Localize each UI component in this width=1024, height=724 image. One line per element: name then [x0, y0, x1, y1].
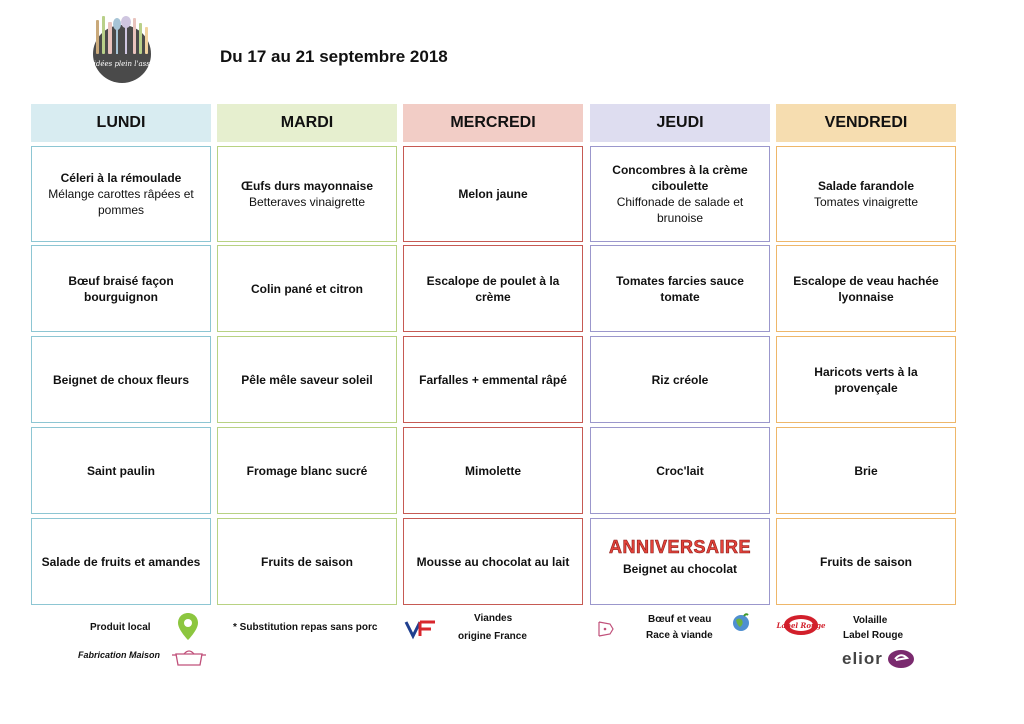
menu-cell: [217, 146, 397, 242]
dish-name: Bœuf braisé façon bourguignon: [68, 273, 174, 304]
menu-cell: [590, 146, 770, 242]
day-column-vendredi: [776, 104, 956, 569]
elior-logo-text: elior: [842, 649, 883, 668]
dish-alt: Tomates vinaigrette: [813, 195, 919, 209]
dish-name: Pêle mêle saveur soleil: [241, 372, 373, 387]
menu-cell: [403, 518, 583, 605]
legend-volaille-line1: Volaille: [853, 615, 888, 626]
globe-icon: [731, 612, 751, 632]
menu-cell: [403, 427, 583, 514]
menu-cell: [590, 427, 770, 514]
menu-cell: [590, 518, 770, 605]
dish-name: Mimolette: [464, 463, 521, 478]
dish-name: Œufs durs mayonnaise: [240, 179, 374, 193]
legend-local-label: Produit local: [90, 622, 151, 633]
menu-cell: [31, 427, 211, 514]
day-header: VENDREDI: [776, 104, 956, 142]
menu-cell: [776, 336, 956, 423]
legend-boeuf-line1: Bœuf et veau: [648, 614, 712, 625]
vf-logo-icon: [405, 619, 437, 639]
legend-substitution-label: * Substitution repas sans porc: [233, 622, 378, 633]
dish-name: Melon jaune: [458, 187, 528, 201]
dish-alt: Betteraves vinaigrette: [248, 195, 366, 209]
menu-cell: [217, 245, 397, 332]
legend-maison-label: Fabrication Maison: [78, 650, 161, 660]
dish-name: Concombres à la crème ciboulette: [612, 163, 748, 193]
menu-cell: [590, 336, 770, 423]
dish-name: Saint paulin: [86, 463, 155, 478]
dish-name: Riz créole: [651, 372, 709, 387]
dish-name: Colin pané et citron: [250, 281, 363, 296]
dish-name: Croc'lait: [656, 463, 704, 478]
dish-alt: Mélange carottes râpées et pommes: [48, 187, 194, 217]
dish-name: Escalope de veau hachée lyonnaise: [793, 273, 939, 304]
dish-alt: Chiffonade de salade et brunoise: [616, 195, 744, 225]
menu-cell: [31, 245, 211, 332]
day-column-lundi: [31, 104, 211, 569]
menu-cell: [403, 146, 583, 242]
label-rouge-logo-text: Label Rouge: [776, 621, 826, 630]
menu-cell: [590, 245, 770, 332]
day-column-mercredi: [403, 104, 583, 569]
legend-boeuf-line2: Race à viande: [646, 630, 713, 641]
menu-cell: [776, 245, 956, 332]
dish-name: Beignet au chocolat: [622, 561, 738, 576]
dish-name: Escalope de poulet à la crème: [426, 273, 560, 304]
day-header: MERCREDI: [403, 104, 583, 142]
logo-text: Des idées plein l'assiette: [78, 60, 166, 68]
dish-name: Beignet de choux fleurs: [52, 372, 190, 387]
menu-cell: [31, 146, 211, 242]
dish-name: Mousse au chocolat au lait: [416, 554, 570, 569]
elior-logo-icon: [887, 649, 915, 669]
dish-name: Salade farandole: [817, 179, 915, 193]
logo-plate-icon: [78, 14, 166, 84]
menu-cell: [31, 518, 211, 605]
menu-cell: [776, 427, 956, 514]
dish-name: Haricots verts à la provençale: [814, 364, 918, 395]
menu-cell: [31, 336, 211, 423]
dish-name: Brie: [854, 463, 878, 478]
legend-viandes-line2: origine France: [458, 631, 527, 642]
dish-name: Fruits de saison: [260, 554, 354, 569]
day-header: LUNDI: [31, 104, 211, 142]
day-column-jeudi: [590, 104, 770, 576]
cooking-pot-icon: [170, 646, 208, 668]
elior-logo: [842, 648, 915, 670]
dish-name: Fruits de saison: [819, 554, 913, 569]
dish-name: Salade de fruits et amandes: [41, 554, 201, 569]
legend-viandes-line1: Viandes: [474, 613, 513, 624]
dish-name: Céleri à la rémoulade: [60, 171, 182, 185]
day-header: MARDI: [217, 104, 397, 142]
menu-cell: [217, 427, 397, 514]
menu-cell: [403, 336, 583, 423]
day-column-mardi: [217, 104, 397, 569]
menu-cell: [217, 336, 397, 423]
dish-name: Tomates farcies sauce tomate: [616, 273, 744, 304]
menu-cell: [403, 245, 583, 332]
dish-name: Farfalles + emmental râpé: [419, 372, 567, 387]
cow-icon: [596, 620, 616, 638]
day-header: JEUDI: [590, 104, 770, 142]
menu-cell: [217, 518, 397, 605]
menu-cell: [776, 146, 956, 242]
page-title: Du 17 au 21 septembre 2018: [220, 47, 448, 66]
legend-volaille-line2: Label Rouge: [843, 630, 904, 641]
menu-cell: [776, 518, 956, 605]
label-rouge-icon: [776, 613, 826, 637]
anniversaire-badge: ANNIVERSAIRE: [608, 536, 752, 557]
dish-name: Fromage blanc sucré: [246, 463, 368, 478]
map-pin-icon: [177, 612, 199, 642]
